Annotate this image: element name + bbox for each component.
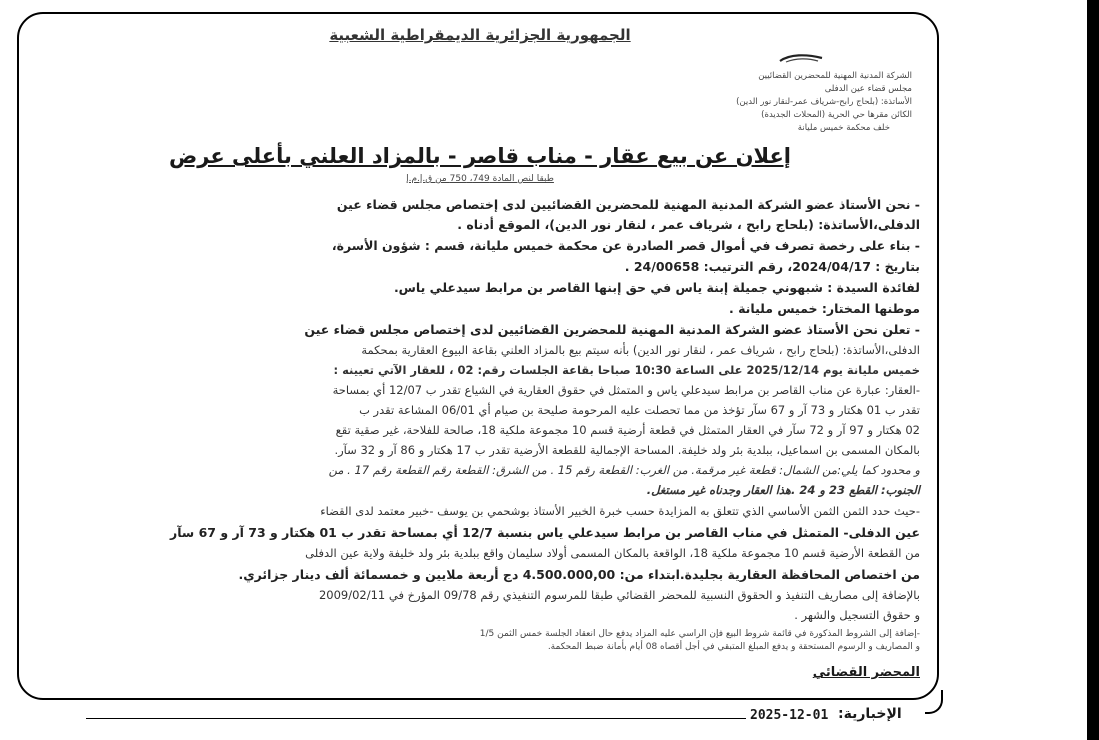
company-line-5: خلف محكمة خميس مليانة bbox=[797, 123, 890, 133]
body-line: من القطعة الأرضية قسم 10 مجموعة ملكية 18، الواقعة بالمكان المسمى أولاد سليمان واقع ببلدية بئر ولد خليفة ولاية عين الدفلى bbox=[305, 546, 920, 560]
publication-source: الإخبارية: bbox=[838, 706, 902, 722]
body-line: -حيث حدد الثمن الثمن الأساسي الذي تتعلق به المزايدة حسب خبرة الخبير الأستاذ بوشحمي بن يوسف -خبير معتمد لدى القضاء bbox=[320, 504, 920, 518]
publication-date: 2025-12-01 bbox=[750, 708, 829, 723]
body-line: تقدر ب 01 هكتار و 73 آر و 67 سآر تؤخذ من مما تحصلت عليه المرحومة صليحة بن صيام أي 06/01 المشاعة تقدر ب bbox=[359, 403, 920, 417]
price-text: من اختصاص المحافظة العقارية بجليدة.ابتداء من: 4.500.000,00 دج أربعة ملايين و خمسمائة ألف دينار جزائري. bbox=[238, 567, 920, 582]
signature: المحضر القضائي bbox=[812, 665, 920, 680]
footer-rule bbox=[86, 718, 746, 719]
republic-heading: الجمهورية الجزائرية الديمقراطية الشعبية bbox=[329, 26, 631, 44]
price-line bbox=[238, 569, 920, 582]
company-line-1: الشركة المدنية المهنية للمحضرين القضائيين bbox=[758, 71, 912, 81]
note-line: -إضافة إلى الشروط المذكورة في قائمة شروط البيع فإن الراسي عليه المزاد يدفع حال انعقاد الجلسة خمس الثمن 1/5 bbox=[479, 629, 920, 639]
body-line: الجنوب: القطع 23 و 24 .هذا العقار وجدناه غير مستغل. bbox=[646, 483, 920, 497]
body-line: - بناء على رخصة تصرف في أموال قصر الصادرة عن محكمة خميس مليانة، قسم : شؤون الأسرة، bbox=[331, 238, 920, 253]
frame-corner-hook bbox=[925, 690, 943, 714]
body-line: بالمكان المسمى بن اسماعيل، ببلدية بئر ولد خليفة. المساحة الإجمالية للقطعة الأرضية تقدر ب 17 هكتار و 86 آر و 32 سآر. bbox=[334, 443, 920, 457]
body-line: لفائدة السيدة : شبهوني جميلة إبنة ياس في حق إبنها القاصر بن مرابط سيدعلي ياس. bbox=[393, 280, 920, 295]
body-line: خميس مليانة يوم 2025/12/14 على الساعة 10:30 صباحا بقاعة الجلسات رقم: 02 ، للعقار الآتي تعيينه : bbox=[333, 363, 920, 377]
body-line: - تعلن نحن الأستاذ عضو الشركة المدنية المهنية للمحضرين القضائيين لدى إختصاص مجلس قضاء عين bbox=[304, 322, 920, 337]
body-line: 02 هكتار و 97 آر و 72 سآر في العقار المتمثل في قطعة أرضية قسم 10 مجموعة ملكية 18، صالحة للفلاحة، غير صقية تقع bbox=[335, 423, 920, 437]
body-line: - نحن الأستاذ عضو الشركة المدنية المهنية للمحضرين القضائيين لدى إختصاص مجلس قضاء عين bbox=[336, 197, 920, 212]
announcement-document bbox=[40, 18, 920, 694]
company-line-3: الأساتذة: (بلحاج رابح-شرياف عمر-لنقار نور الدين) bbox=[736, 97, 912, 107]
body-line: و حقوق التسجيل والشهر . bbox=[794, 608, 920, 622]
legal-basis: طبقا لنص المادة 749، 750 من ق.إ.م.إ bbox=[406, 174, 554, 184]
note-line: و المصاريف و الرسوم المستحقة و يدفع المبلغ المتبقي في أجل أقصاه 08 أيام بأمانة ضبط المحكمة. bbox=[547, 642, 920, 652]
body-line: موطنها المختار: خميس مليانة . bbox=[729, 301, 920, 316]
body-line: و محدود كما يلي:من الشمال: قطعة غير مرقمة. من الغرب: القطعة رقم 15 . من الشرق: القطعة رقم القطعة رقم 17 . من bbox=[328, 463, 920, 477]
right-edge-bar bbox=[1087, 0, 1099, 740]
announcement-title: إعلان عن بيع عقار - مناب قاصر - بالمزاد العلني بأعلى عرض bbox=[169, 144, 791, 168]
company-line-2: مجلس قضاء عين الدفلى bbox=[824, 84, 912, 94]
body-line: الدفلى،الأساتذة: (بلحاج رابح ، شرياف عمر ، لنقار نور الدين) بأنه سيتم بيع بالمزاد العلني بقاعة البيوع العقارية بمحكمة bbox=[361, 343, 920, 357]
body-line: عين الدفلى- المتمثل في مناب القاصر بن مرابط سيدعلي ياس بنسبة 12/7 أي بمساحة تقدر ب 01 هكتار و 73 آر و 67 سآر bbox=[170, 525, 920, 540]
body-line: الدفلى،الأساتذة: (بلحاج رابح ، شرياف عمر ، لنقار نور الدين)، الموقع أدناه . bbox=[457, 217, 920, 232]
pen-logo-icon bbox=[778, 52, 824, 64]
company-line-4: الكائن مقرها حي الحرية (المحلات الجديدة) bbox=[761, 110, 912, 120]
body-line: -العقار: عبارة عن مناب القاصر بن مرابط سيدعلي ياس و المتمثل في حقوق العقارية في الشياع تقدر ب 12/07 أي بمساحة bbox=[332, 383, 920, 397]
body-line: بتاريخ : 2024/04/17، رقم الترتيب: 24/00658 . bbox=[624, 259, 920, 274]
body-line: بالإضافة إلى مصاريف التنفيذ و الحقوق النسبية للمحضر القضائي طبقا للمرسوم التنفيذي رقم 09/78 المؤرخ في 2009/02/11 bbox=[318, 588, 920, 602]
